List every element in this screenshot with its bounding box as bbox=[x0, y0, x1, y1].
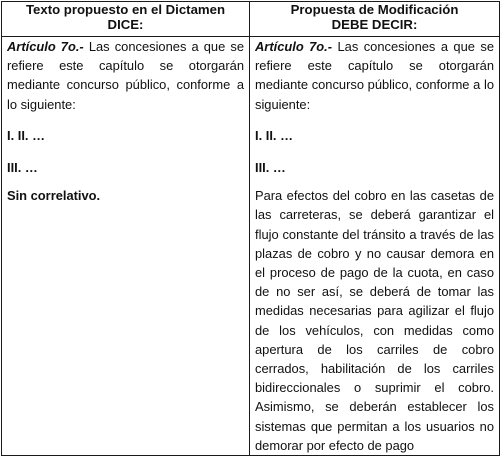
right-article-paragraph bbox=[255, 37, 494, 114]
header-left-title: Texto propuesto en el Dictamen bbox=[25, 2, 226, 17]
left-fraction-iii: III. … bbox=[7, 160, 38, 176]
header-right bbox=[250, 2, 500, 37]
header-right-subtitle: DEBE DECIR: bbox=[331, 17, 418, 32]
right-column-cell bbox=[250, 37, 500, 456]
right-fraction-iii: III. … bbox=[255, 160, 286, 176]
left-no-correlative: Sin correlativo. bbox=[7, 188, 101, 204]
header-left bbox=[2, 2, 250, 37]
left-article-paragraph bbox=[7, 37, 244, 114]
left-article-label: Artículo 7o.- bbox=[7, 39, 84, 54]
header-row bbox=[2, 2, 500, 37]
content-row bbox=[2, 37, 500, 456]
left-fractions-i-ii: I. II. … bbox=[7, 127, 45, 143]
right-proposal-paragraph: Para efectos del cobro en las casetas de las carreteras, se deberá garantizar el flujo constante del tránsito a través de las plazas de cobro y no causar demora en el proceso de pago de la cuota, en caso de no ser así, se deberá de tomar las medidas necesarias para agilizar el flujo de los vehículos, con medidas como apertura de los carriles de cobro cerrados, habilitación de los carriles bidireccionales o suprimir el cobro. Asimismo, se deberán establecer los sistemas que permitan a los usuarios no demorar por efecto de pago bbox=[255, 188, 494, 453]
right-article-label: Artículo 7o.- bbox=[255, 39, 333, 54]
right-fractions-i-ii: I. II. … bbox=[255, 127, 293, 143]
header-right-title: Propuesta de Modificación bbox=[290, 2, 459, 17]
left-column-cell bbox=[2, 37, 250, 456]
comparison-table bbox=[1, 1, 500, 456]
right-article-text: Las concesiones a que se refiere este capítulo se otorgarán mediante concurso público, conforme a lo siguiente: bbox=[255, 39, 494, 112]
left-article-text: Las concesiones a que se refiere este capítulo se otorgarán mediante concurso público, conforme a lo siguiente: bbox=[7, 39, 244, 112]
header-left-subtitle: DICE: bbox=[107, 17, 144, 32]
